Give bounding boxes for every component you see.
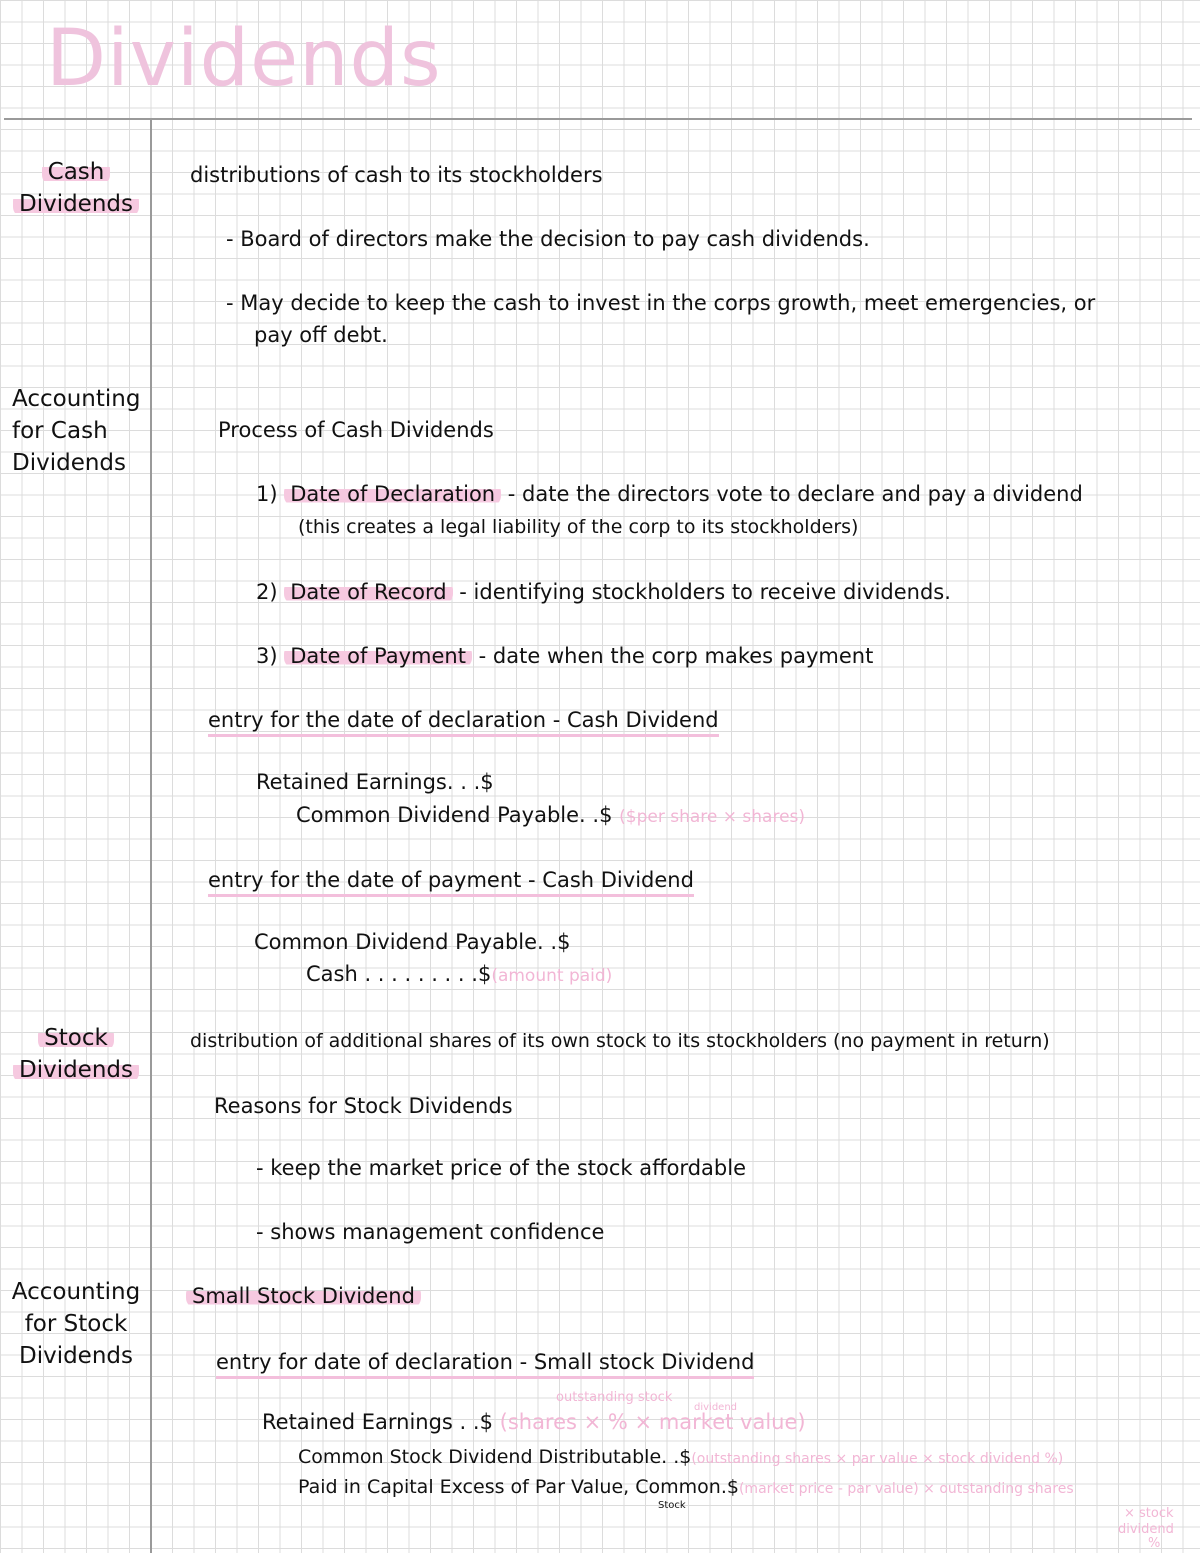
- entry-payment-line-1: Common Dividend Payable. .$: [254, 930, 571, 954]
- entry-note: ($per share × shares): [619, 807, 806, 827]
- reason-1: - keep the market price of the stock affordable: [256, 1156, 746, 1180]
- cash-bullet-2-line-1: - May decide to keep the cash to invest in the corps growth, meet emergencies, or: [226, 291, 1096, 315]
- note-continuation-1: × stock: [1124, 1506, 1174, 1521]
- entry-declaration-heading: [208, 708, 719, 732]
- cash-bullet-2-line-2: pay off debt.: [254, 323, 388, 347]
- sidebar-stock-dividends: [6, 1022, 146, 1086]
- entry-note: (outstanding shares × par value × stock dividend %): [691, 1451, 1064, 1467]
- sidebar-label-line: Accounting: [11, 1279, 141, 1305]
- process-step-1-note: (this creates a legal liability of the corp to its stockholders): [298, 516, 859, 538]
- entry-declaration-line-2: [296, 803, 805, 827]
- step-number: 2): [256, 580, 278, 604]
- reason-2: - shows management confidence: [256, 1220, 605, 1244]
- entry-heading-text: entry for the date of payment - Cash Dividend: [208, 868, 694, 897]
- process-step-1: [256, 482, 1083, 506]
- sidebar-cash-dividends: [6, 156, 146, 220]
- entry-declaration-line-1: Retained Earnings. . .$: [256, 770, 494, 794]
- entry-line-text: Paid in Capital Excess of Par Value, Common: [298, 1476, 721, 1498]
- small-stock-entry-heading: [216, 1350, 754, 1374]
- step-term: Date of Record: [284, 580, 452, 604]
- note-continuation-3: %: [1148, 1536, 1161, 1551]
- page-title: Dividends: [46, 14, 442, 104]
- sidebar-label-line: for Cash: [12, 418, 108, 444]
- small-stock-line-3: [298, 1476, 1074, 1498]
- sidebar-label-line: Dividends: [13, 191, 139, 217]
- process-heading: Process of Cash Dividends: [218, 418, 494, 442]
- reasons-heading: Reasons for Stock Dividends: [214, 1094, 513, 1118]
- annotation-above-2: dividend: [694, 1402, 738, 1413]
- step-description: - identifying stockholders to receive dividends.: [459, 580, 951, 604]
- sidebar-accounting-cash: [12, 383, 152, 479]
- entry-heading-text: entry for the date of declaration - Cash Dividend: [208, 708, 719, 737]
- annotation-above: outstanding stock: [556, 1390, 673, 1405]
- entry-line-text: Cash . . . . . . . . .$: [306, 962, 492, 986]
- step-number: 3): [256, 644, 278, 668]
- step-description: - date the directors vote to declare and pay a dividend: [507, 482, 1083, 506]
- step-term: Date of Payment: [284, 644, 472, 668]
- cash-definition: distributions of cash to its stockholders: [190, 163, 603, 187]
- header-divider: [4, 118, 1192, 120]
- entry-line-dollar: .$: [720, 1476, 739, 1498]
- process-step-3: [256, 644, 873, 668]
- entry-payment-heading: [208, 868, 694, 892]
- step-term: Date of Declaration: [284, 482, 501, 506]
- sidebar-label-line: for Stock: [24, 1311, 128, 1337]
- entry-note: (market price - par value) × outstanding shares: [738, 1481, 1074, 1497]
- process-step-2: [256, 580, 951, 604]
- entry-line-text: Common Dividend Payable. .$: [296, 803, 613, 827]
- small-stock-heading: [186, 1284, 421, 1308]
- entry-note: (shares × % × market value): [499, 1410, 806, 1434]
- sidebar-label-line: Dividends: [12, 450, 127, 476]
- entry-note: (amount paid): [491, 966, 613, 986]
- sidebar-accounting-stock: [6, 1276, 146, 1372]
- stock-definition: distribution of additional shares of its own stock to its stockholders (no payment in return): [190, 1030, 1050, 1052]
- step-description: - date when the corp makes payment: [478, 644, 874, 668]
- note-continuation-2: dividend: [1118, 1522, 1174, 1537]
- entry-heading-text: entry for date of declaration - Small stock Dividend: [216, 1350, 754, 1379]
- sidebar-label-line: Stock: [38, 1025, 114, 1051]
- margin-divider: [150, 120, 152, 1553]
- entry-line-text: Common Stock Dividend Distributable. .$: [298, 1446, 692, 1468]
- small-stock-line-1: [262, 1410, 806, 1434]
- small-stock-heading-text: Small Stock Dividend: [186, 1284, 421, 1308]
- line-3-subscript: Stock: [658, 1500, 686, 1511]
- sidebar-label-line: Cash: [42, 159, 111, 185]
- step-number: 1): [256, 482, 278, 506]
- entry-line-text: Retained Earnings . .$: [262, 1410, 493, 1434]
- sidebar-label-line: Dividends: [13, 1057, 139, 1083]
- sidebar-label-line: Dividends: [18, 1343, 133, 1369]
- small-stock-line-2: [298, 1446, 1063, 1468]
- cash-bullet-1: - Board of directors make the decision to pay cash dividends.: [226, 227, 870, 251]
- sidebar-label-line: Accounting: [12, 386, 141, 412]
- entry-payment-line-2: [306, 962, 612, 986]
